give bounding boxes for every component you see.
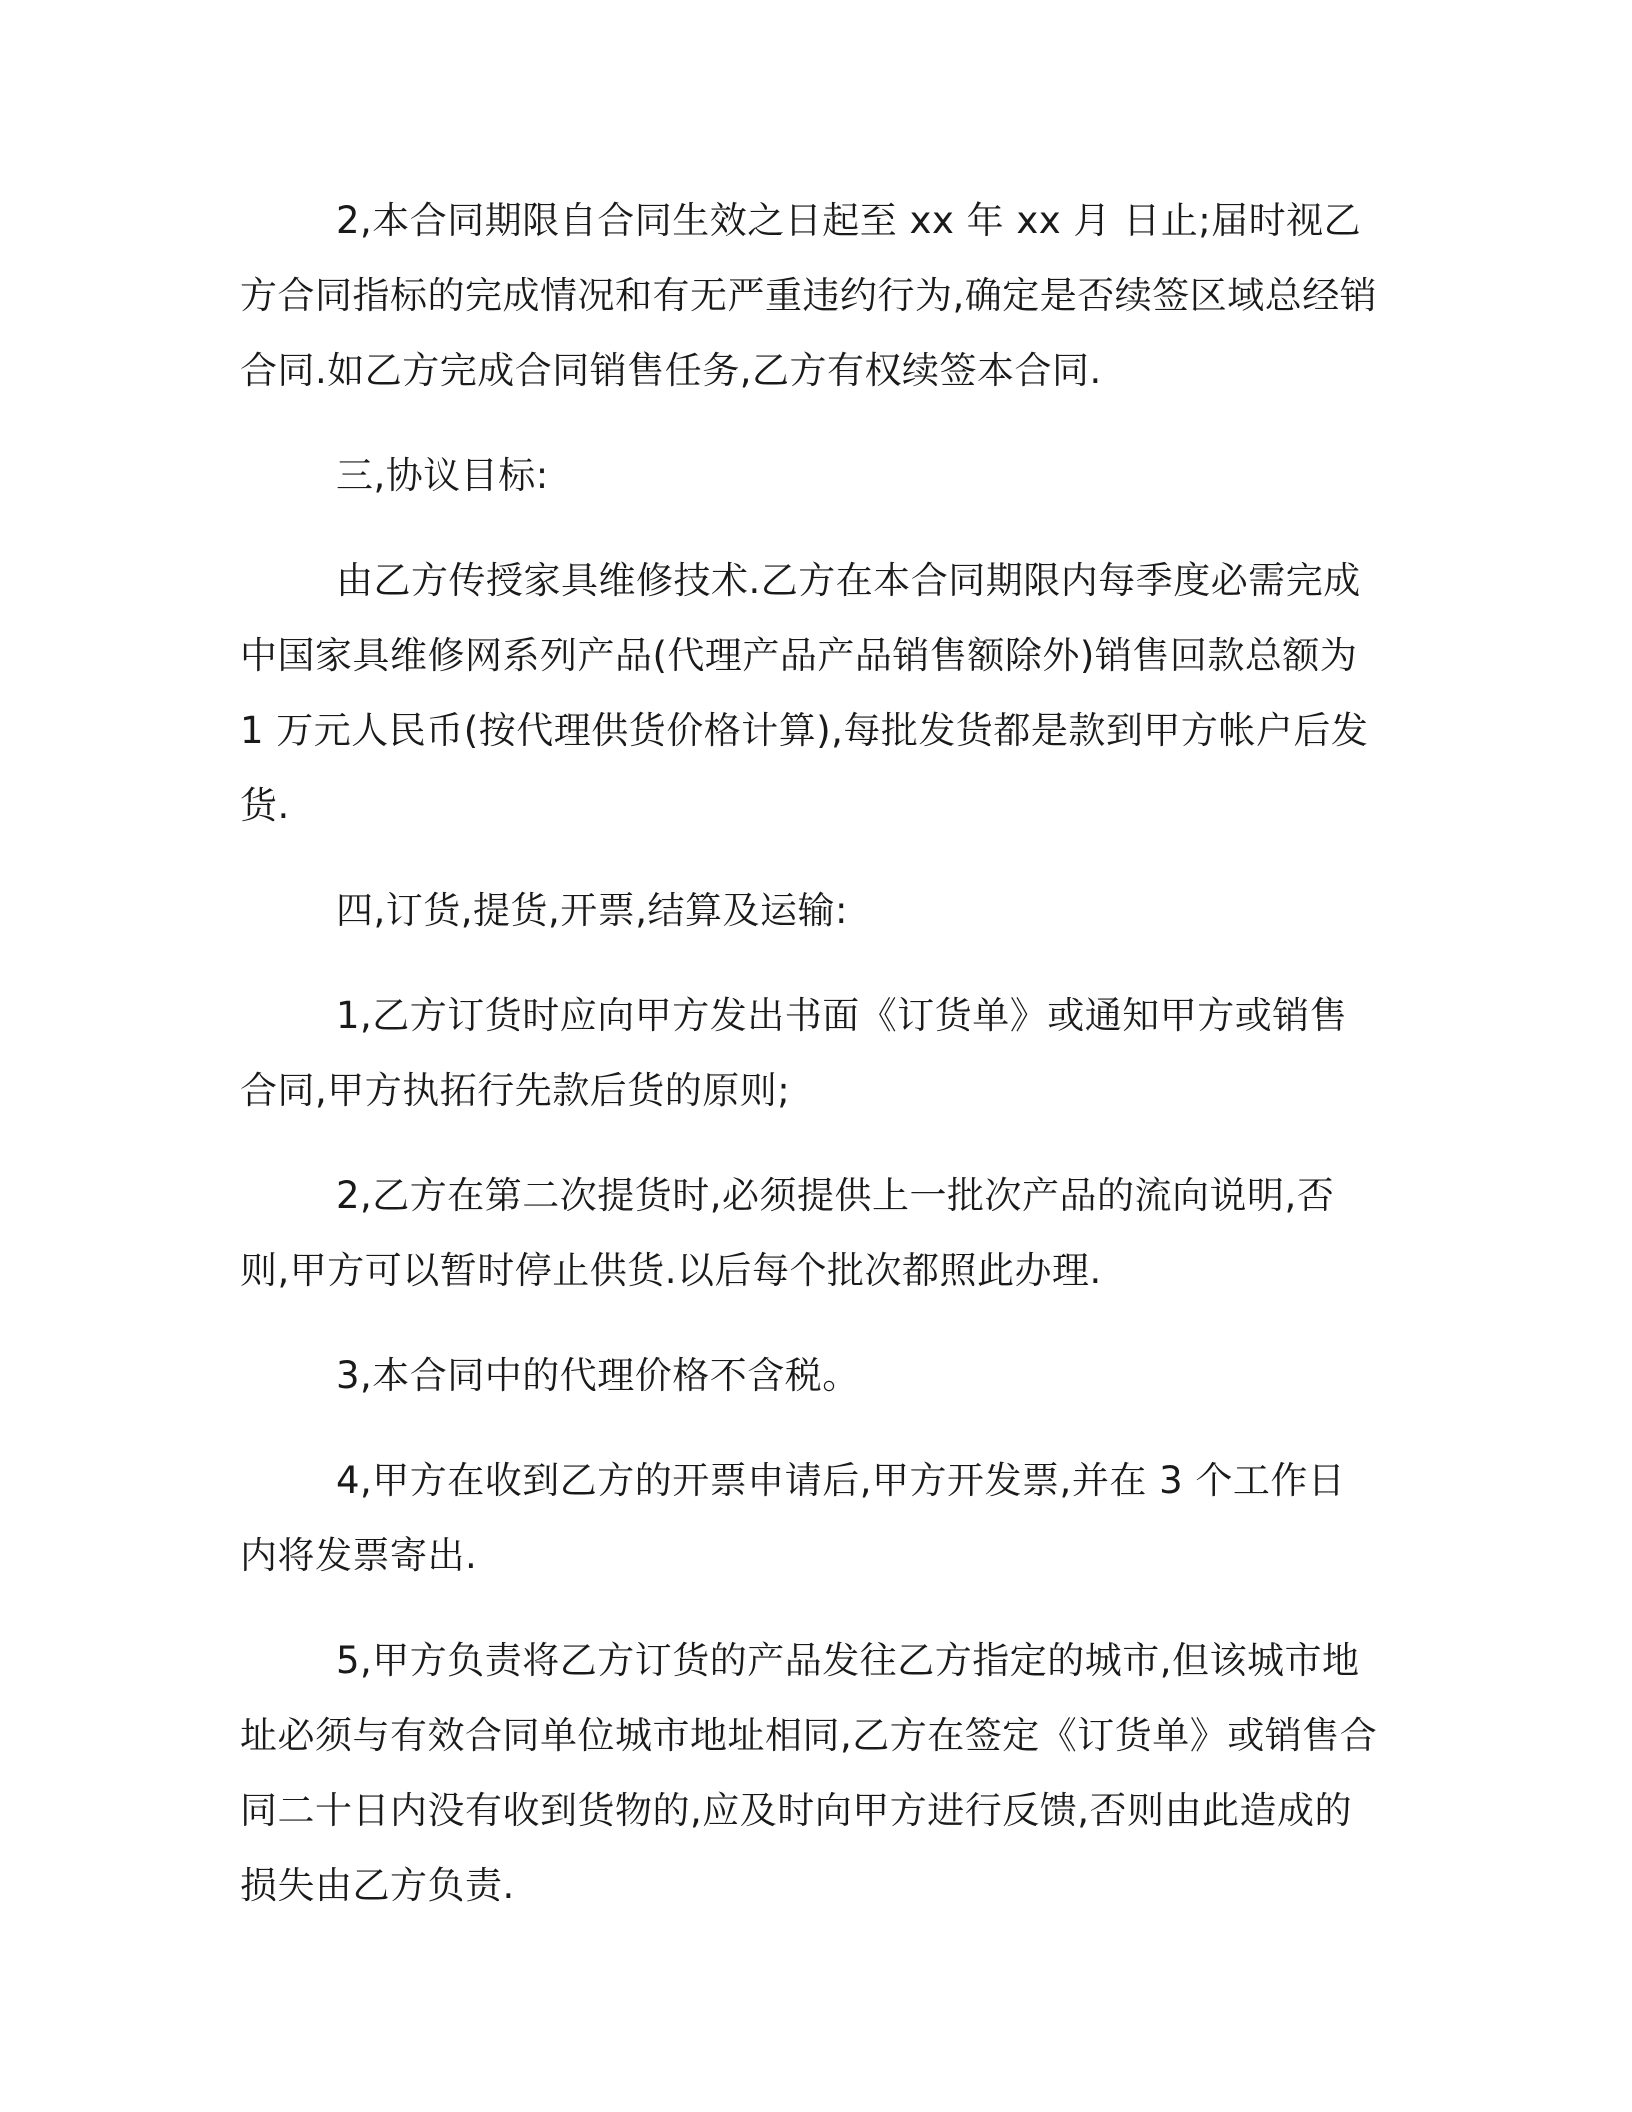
paragraph-ordering-clause-4: 4,甲方在收到乙方的开票申请后,甲方开发票,并在 3 个工作日内将发票寄出. (240, 1459, 1346, 1577)
section-heading-agreement-goal: 三,协议目标: (336, 454, 549, 497)
paragraph-agreement-goal: 由乙方传授家具维修技术.乙方在本合同期限内每季度必需完成中国家具维修网系列产品(代理产品产品销售额除外)销售回款总额为 1 万元人民币(按代理供货价格计算),每批发货都是款到甲方帐户后发货. (240, 559, 1369, 827)
paragraph-ordering-clause-3: 3,本合同中的代理价格不含税。 (336, 1354, 860, 1397)
paragraph-term-clause: 2,本合同期限自合同生效之日起至 xx 年 xx 月 日止;届时视乙方合同指标的完成情况和有无严重违约行为,确定是否续签区域总经销合同.如乙方完成合同销售任务,乙方有权续签本合同. (240, 199, 1378, 392)
section-heading-ordering: 四,订货,提货,开票,结算及运输: (336, 889, 849, 932)
document-body (240, 183, 1380, 1923)
paragraph-ordering-clause-2: 2,乙方在第二次提货时,必须提供上一批次产品的流向说明,否则,甲方可以暂时停止供货.以后每个批次都照此办理. (240, 1174, 1335, 1292)
paragraph-ordering-clause-1: 1,乙方订货时应向甲方发出书面《订货单》或通知甲方或销售合同,甲方执拓行先款后货的原则; (240, 994, 1348, 1112)
paragraph-ordering-clause-5: 5,甲方负责将乙方订货的产品发往乙方指定的城市,但该城市地址必须与有效合同单位城市地址相同,乙方在签定《订货单》或销售合同二十日内没有收到货物的,应及时向甲方进行反馈,否则由此造成的损失由乙方负责. (240, 1639, 1378, 1907)
